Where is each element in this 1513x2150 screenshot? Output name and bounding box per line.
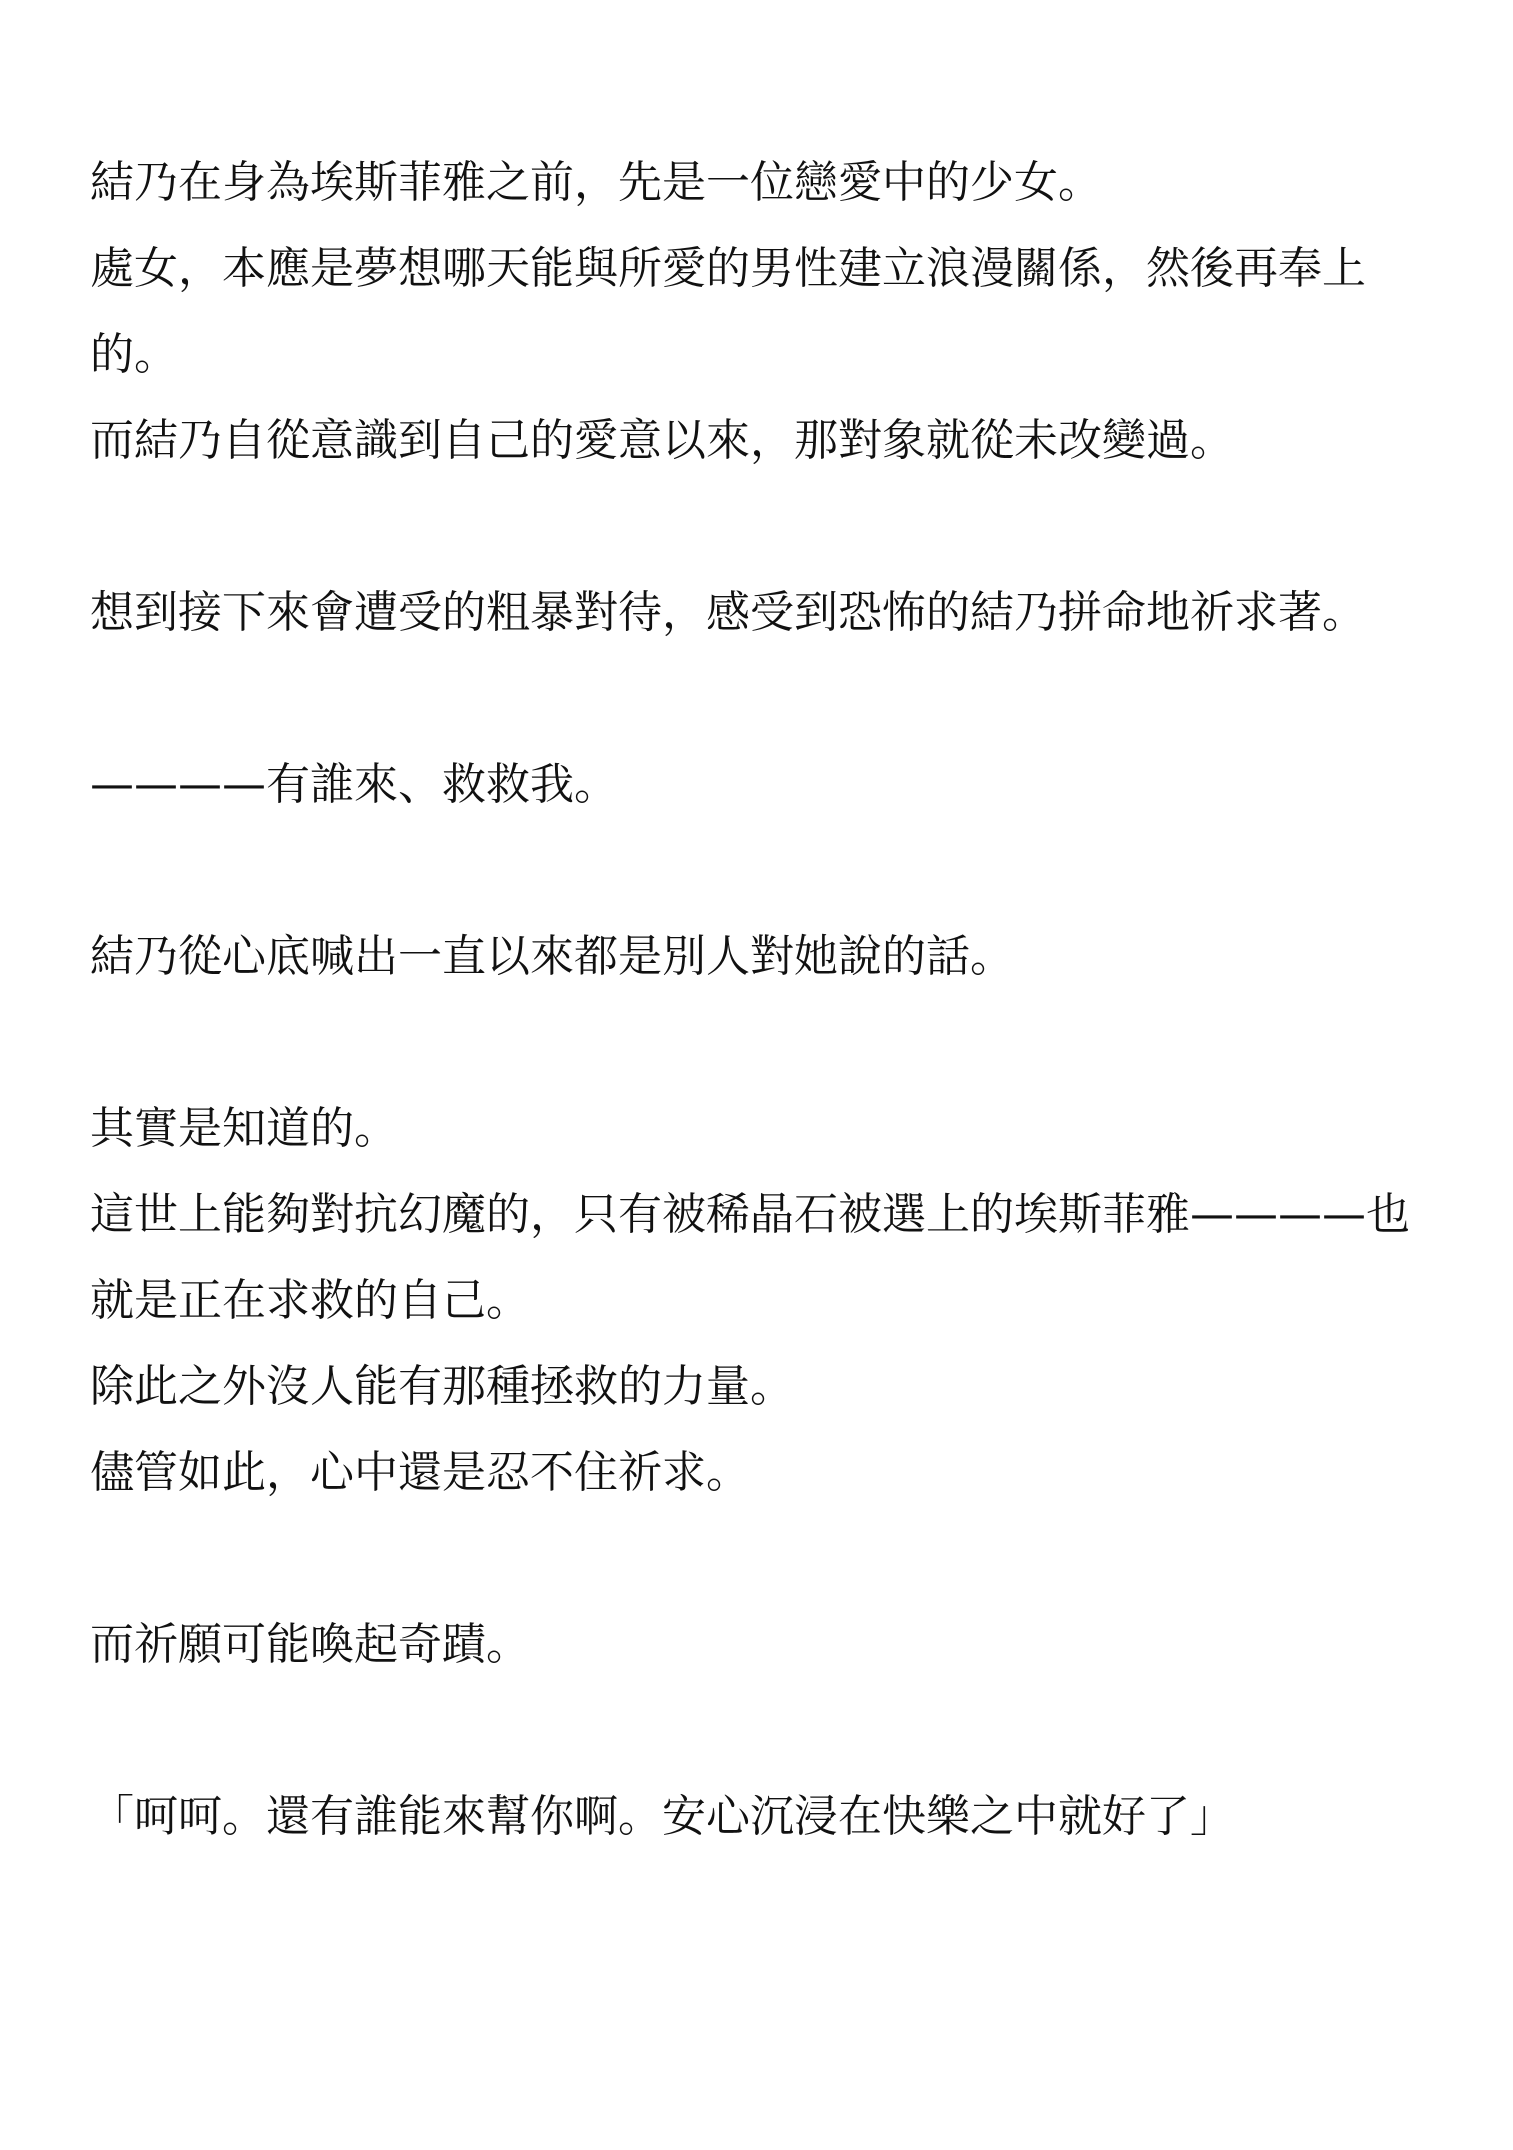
paragraph-line: 處女，本應是夢想哪天能與所愛的男性建立浪漫關係，然後再奉上的。 [90, 243, 1366, 380]
dialogue-line: 「呵呵。還有誰能來幫你啊。安心沉浸在快樂之中就好了」 [90, 1791, 1234, 1842]
paragraph-line: 這世上能夠對抗幻魔的，只有被稀晶石被選上的埃斯菲雅————也就是正在求救的自己。 [90, 1189, 1410, 1326]
paragraph-line: 而祈願可能喚起奇蹟。 [90, 1619, 530, 1670]
blank-line [90, 1516, 1430, 1602]
blank-line [90, 484, 1430, 570]
paragraph-line: ————有誰來、救救我。 [90, 759, 618, 810]
paragraph-line: 結乃在身為埃斯菲雅之前，先是一位戀愛中的少女。 [90, 157, 1102, 208]
paragraph-line: 想到接下來會遭受的粗暴對待，感受到恐怖的結乃拼命地祈求著。 [90, 587, 1366, 638]
paragraph-line: 而結乃自從意識到自己的愛意以來，那對象就從未改變過。 [90, 415, 1234, 466]
paragraph-line: 結乃從心底喊出一直以來都是別人對她說的話。 [90, 931, 1014, 982]
document-body [90, 140, 1430, 1860]
blank-line [90, 656, 1430, 742]
paragraph-line: 除此之外沒人能有那種拯救的力量。 [90, 1361, 794, 1412]
blank-line [90, 1688, 1430, 1774]
blank-line [90, 1000, 1430, 1086]
paragraph-line: 其實是知道的。 [90, 1103, 398, 1154]
blank-line [90, 828, 1430, 914]
paragraph-line: 儘管如此，心中還是忍不住祈求。 [90, 1447, 750, 1498]
